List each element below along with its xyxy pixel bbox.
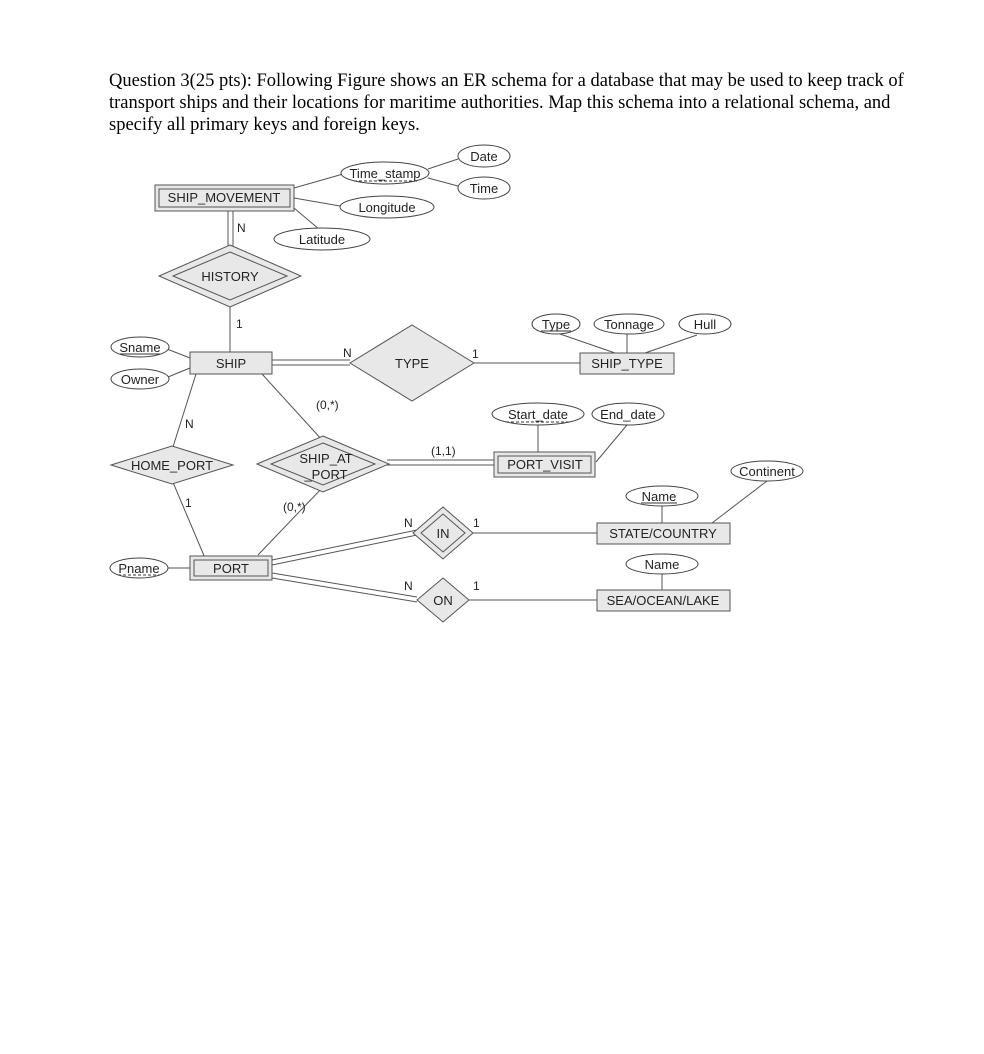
svg-text:Longitude: Longitude [358,200,416,215]
svg-text:Start_date: Start_date [508,407,568,422]
svg-text:TYPE: TYPE [395,356,429,371]
cardinality-on-sea: 1 [473,579,480,593]
attribute-longitude [340,196,434,218]
cardinality-shipatport-ship: (0,*) [316,398,339,412]
entity-state-country [597,523,730,544]
relationship-history [159,245,301,307]
svg-text:PORT: PORT [213,561,249,576]
entity-port-visit [494,452,595,477]
attribute-continent [731,461,803,481]
attribute-end-date [592,403,664,425]
svg-text:Hull: Hull [693,317,717,332]
cardinality-homeport-port: 1 [185,496,192,510]
svg-text:SHIP_MOVEMENT: SHIP_MOVEMENT [167,190,281,205]
svg-text:SHIP_TYPE: SHIP_TYPE [591,356,663,371]
attribute-pname [110,558,168,578]
svg-text:SHIP_AT: SHIP_AT [299,451,353,466]
svg-text:STATE/COUNTRY: STATE/COUNTRY [609,526,717,541]
svg-text:Latitude: Latitude [298,232,346,247]
svg-text:ON: ON [433,593,453,608]
svg-text:IN: IN [436,526,450,541]
attribute-latitude [274,228,370,250]
svg-text:Continent: Continent [739,464,795,479]
attribute-time-stamp [341,162,429,184]
attribute-hull [679,314,731,334]
svg-text:Name: Name [641,489,677,504]
cardinality-in-port: N [404,516,413,530]
cardinality-in-state: 1 [473,516,480,530]
cardinality-on-port: N [404,579,413,593]
svg-text:_PORT: _PORT [304,467,348,482]
cardinality-type-shiptype: 1 [472,347,479,361]
entity-ship-movement [155,185,294,211]
relationship-ship-at-port [257,436,389,492]
cardinality-shipatport-visit: (1,1) [431,444,456,458]
attribute-type [532,314,580,334]
svg-text:Date: Date [470,149,498,164]
attribute-owner [111,369,169,389]
relationship-type [350,325,474,401]
cardinality-history-ship: 1 [236,317,243,331]
entity-ship [190,352,272,374]
attribute-state-name [626,486,698,506]
attribute-tonnage [594,314,664,334]
cardinality-homeport-ship: N [185,417,194,431]
relationship-in [413,507,473,559]
cardinality-history-movement: N [237,221,246,235]
attribute-sea-name [626,554,698,574]
svg-text:SHIP: SHIP [215,356,247,371]
svg-text:HISTORY: HISTORY [201,269,259,284]
entity-sea-ocean-lake [597,590,730,611]
svg-text:Name: Name [644,557,680,572]
svg-text:HOME_PORT: HOME_PORT [130,458,214,473]
svg-text:End_date: End_date [600,407,656,422]
entity-port [190,556,272,580]
svg-text:Time: Time [469,181,499,196]
entity-ship-type [580,353,674,374]
svg-text:Pname: Pname [118,561,160,576]
question-text: Question 3(25 pts): Following Figure shows an ER schema for a database that may be used to keep track of transport ships and their locations for maritime authorities. Map this schema into a relational schema, and specify all primary keys and foreign keys. [109,71,904,135]
svg-text:SEA/OCEAN/LAKE: SEA/OCEAN/LAKE [606,593,720,608]
cardinality-shipatport-port: (0,*) [283,500,306,514]
svg-text:Owner: Owner [120,372,160,387]
attribute-start-date [492,403,584,425]
attribute-sname [111,337,169,357]
svg-text:Sname: Sname [119,340,161,355]
svg-text:Tonnage: Tonnage [604,317,654,332]
cardinality-type-ship: N [343,346,352,360]
svg-text:PORT_VISIT: PORT_VISIT [507,457,583,472]
attribute-date [458,145,510,167]
attribute-time [458,177,510,199]
relationship-home-port [111,446,233,484]
svg-text:Time_stamp: Time_stamp [349,166,421,181]
relationship-on [417,578,469,622]
svg-text:Type: Type [541,317,571,332]
